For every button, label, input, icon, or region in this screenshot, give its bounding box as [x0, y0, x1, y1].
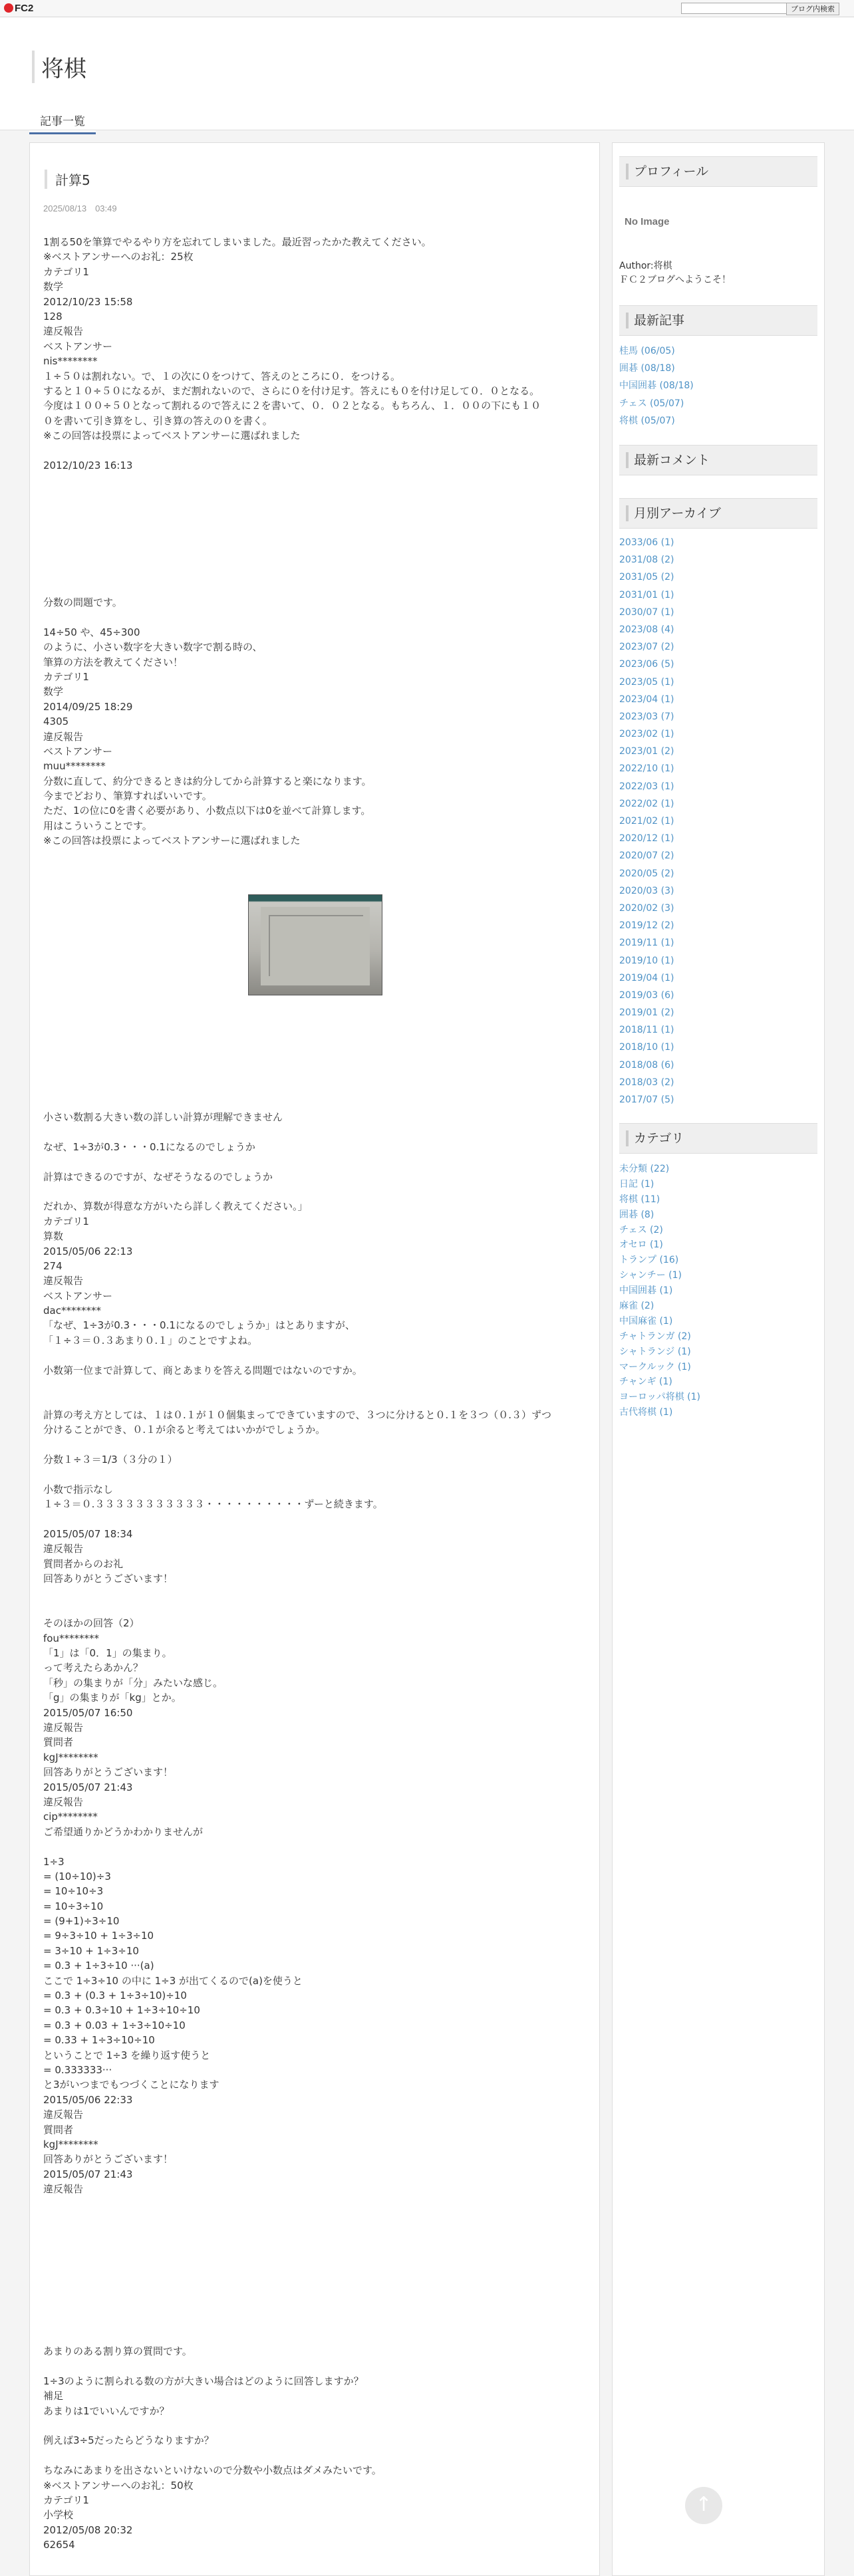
entry-line: = 0.3 + 0.3÷10 + 1÷3÷10÷10 — [43, 2004, 200, 2017]
archive-month-link[interactable]: 2023/07 (2) — [619, 642, 674, 653]
entry-line: 例えば3÷5だったらどうなりますか？ — [43, 2434, 214, 2447]
entry-line: ※ベストアンサーへのお礼：50枚 — [43, 2479, 194, 2492]
category-link[interactable]: 未分類 (22) — [619, 1164, 670, 1174]
entry-block — [43, 1110, 589, 2197]
entry-line — [43, 1392, 589, 1407]
entry-line: = 10÷10÷3 — [43, 1885, 104, 1898]
entry-line: カテゴリ1 — [43, 265, 89, 278]
scroll-to-top-button[interactable] — [685, 2487, 722, 2524]
recent-heading: 最新記事 — [619, 305, 817, 336]
entry-line: 違反報告 — [43, 1275, 84, 1287]
entry-line: = 9÷3÷10 + 1÷3÷10 — [43, 1930, 154, 1942]
archive-month-link[interactable]: 2023/02 (1) — [619, 729, 674, 740]
entry-line — [43, 1154, 589, 1169]
entry-line: 違反報告 — [43, 1795, 84, 1808]
entry-line: = 0.333333··· — [43, 2064, 112, 2076]
entry-line — [43, 2418, 589, 2433]
entry-line: 2014/09/25 18:29 — [43, 700, 133, 713]
archive-month-link[interactable]: 2023/06 (5) — [619, 659, 674, 670]
entry-line: = (9+1)÷3÷10 — [43, 1915, 120, 1928]
entry-line: そのほかの回答（2） — [43, 1617, 140, 1630]
category-link[interactable]: ヨーロッパ将棋 (1) — [619, 1392, 701, 1403]
blog-title[interactable]: 将棋 — [32, 51, 86, 83]
archive-month-link[interactable]: 2030/07 (1) — [619, 606, 674, 618]
entry-line: = 3÷10 + 1÷3÷10 — [43, 1944, 139, 1957]
archive-month-link[interactable]: 2023/05 (1) — [619, 676, 674, 688]
category-heading: カテゴリ — [619, 1123, 817, 1154]
entry-line — [43, 1839, 589, 1854]
entry-line: 「なぜ、1÷3が0.3・・・0.1になるのでしょうか」はとありますが、 — [43, 1319, 355, 1332]
archive-month-link[interactable]: 2020/05 (2) — [619, 868, 674, 879]
entry-line: cip******** — [43, 1811, 98, 1823]
entry-line: = 0.3 + 0.03 + 1÷3÷10÷10 — [43, 2019, 186, 2031]
category-list — [619, 1162, 819, 1420]
entry-line: 違反報告 — [43, 730, 84, 743]
entry-line — [43, 1601, 589, 1616]
entry-line: 小さい数割る大きい数の詳しい計算が理解できません — [43, 1111, 283, 1123]
entry-line: なぜ、1÷3が0.3・・・0.1になるのでしょうか — [43, 1140, 255, 1153]
entry-line: １÷５０は割れない。で、１の次に０をつけて、答えのところに０．をつける。 — [43, 370, 400, 382]
entry-line: 1÷3のように割られる数の方が大きい場合はどのように回答しますか？ — [43, 2375, 364, 2387]
entry-line: 274 — [43, 1259, 63, 1272]
blog-header — [0, 17, 854, 130]
entry-line — [43, 1378, 589, 1392]
archive-month-link[interactable]: 2022/02 (1) — [619, 798, 674, 809]
entry-line: ０を書いて引き算をし、引き算の答えの０を書く。 — [43, 414, 273, 427]
entry-line: 1÷3 — [43, 1855, 65, 1868]
category-link[interactable]: チャンギ (1) — [619, 1376, 672, 1388]
archive-month-link[interactable]: 2018/08 (6) — [619, 1059, 674, 1071]
entry-line: ※ベストアンサーへのお礼：25枚 — [43, 251, 194, 263]
entry-block — [43, 2344, 589, 2552]
entry-line: 2015/05/07 21:43 — [43, 2168, 133, 2180]
entry-line — [43, 1184, 589, 1199]
entry-block — [43, 235, 589, 473]
entry-line: って考えたらあかん？ — [43, 1662, 144, 1674]
fc2-logo-icon — [4, 3, 13, 13]
comments-heading: 最新コメント — [619, 445, 817, 475]
entry-line: ベストアンサー — [43, 1289, 112, 1302]
entry-line: 「秒」の集まりが「分」みたいな感じ。 — [43, 1676, 223, 1689]
entry-line: = 10÷3÷10 — [43, 1900, 104, 1912]
entry-line: ご希望通りかどうかわかりませんが — [43, 1825, 204, 1838]
blog-search-button[interactable]: ブログ内検索 — [786, 3, 839, 15]
entry-line: 128 — [43, 310, 63, 322]
category-link[interactable]: 中国囲碁 (1) — [619, 1285, 673, 1297]
archive-month-link[interactable]: 2022/10 (1) — [619, 763, 674, 775]
entry-block — [43, 595, 589, 848]
category-link[interactable]: トランプ (16) — [619, 1255, 679, 1266]
entry-line: １÷３＝０.３３３３３３３３３３３・・・・・・・・・・ずーと続きます。 — [43, 1498, 383, 1511]
entry-line: 2015/05/06 22:13 — [43, 1245, 133, 1257]
archive-month-link[interactable]: 2031/05 (2) — [619, 572, 674, 583]
category-link[interactable]: 囲碁 (8) — [619, 1209, 654, 1220]
archive-month-link[interactable]: 2023/03 (7) — [619, 711, 674, 722]
entry-line: 違反報告 — [43, 2183, 84, 2196]
entry-line — [43, 1438, 589, 1452]
recent-list — [619, 342, 819, 430]
entry-line — [43, 1512, 589, 1527]
entry-line: 用はこういうことです。 — [43, 819, 152, 832]
archive-list — [619, 534, 819, 1108]
recent-entry-link[interactable]: チェス (05/07) — [619, 398, 684, 409]
recent-entry-link[interactable]: 桂馬 (06/05) — [619, 346, 675, 356]
entry-line: ベストアンサー — [43, 745, 112, 757]
profile-author — [619, 259, 819, 287]
entry-line: 算数 — [43, 1230, 64, 1243]
entry-line: 違反報告 — [43, 1722, 84, 1734]
entry-line: 2012/05/08 20:32 — [43, 2523, 133, 2536]
archive-month-link[interactable]: 2018/03 (2) — [619, 1077, 674, 1088]
entry-line: 2015/05/07 21:43 — [43, 1781, 133, 1793]
category-link[interactable]: マークルック (1) — [619, 1361, 691, 1372]
entry-line: 14÷50 や、45÷300 — [43, 626, 140, 638]
entry-title[interactable]: 計算5 — [45, 170, 90, 189]
arrow-up-icon: ↑ — [695, 2493, 712, 2516]
entry-line: kgJ******** — [43, 2138, 98, 2150]
entry-line: ちなみにあまりを出さないといけないので分数や小数点はダメみたいです。 — [43, 2464, 382, 2477]
profile-no-image: No Image — [625, 216, 670, 227]
entry-line: あまりは1でいいんですか？ — [43, 2404, 170, 2417]
entry-line: = 0.3 + 1÷3÷10 ···(a) — [43, 1960, 154, 1972]
entry-line: 1割る50を筆算でやるやり方を忘れてしまいました。最近習ったかた教えてください。 — [43, 236, 432, 248]
category-link[interactable]: チャトランガ (2) — [619, 1331, 691, 1342]
entry-line: ※この回答は投票によってベストアンサーに選ばれました — [43, 835, 301, 847]
category-link[interactable]: シャンチー (1) — [619, 1270, 682, 1281]
archive-month-link[interactable]: 2019/11 (1) — [619, 938, 674, 949]
entry-line: 4305 — [43, 715, 69, 728]
author-name: Author:将棋 — [619, 261, 672, 271]
entry-line: 違反報告 — [43, 325, 84, 338]
archive-month-link[interactable]: 2019/12 (2) — [619, 920, 674, 932]
category-link[interactable]: 中国麻雀 (1) — [619, 1315, 673, 1327]
archive-month-link[interactable]: 2022/03 (1) — [619, 781, 674, 792]
category-link[interactable]: 古代将棋 (1) — [619, 1407, 673, 1418]
blog-search-input[interactable] — [681, 3, 787, 14]
entry-date: 2025/08/13 03:49 — [43, 203, 117, 213]
entry-line — [43, 1467, 589, 1481]
entry-line: 今度は１００÷５０となって割れるので答えに２を書いて、０．０２となる。もちろん、１．００の下にも１０ — [43, 400, 541, 412]
category-link[interactable]: 日記 (1) — [619, 1178, 654, 1190]
archive-month-link[interactable]: 2023/04 (1) — [619, 694, 674, 705]
entry-line: 質問者 — [43, 1736, 74, 1749]
entry-line: 回答ありがとうございます！ — [43, 2153, 174, 2166]
archive-month-link[interactable]: 2018/11 (1) — [619, 1025, 674, 1036]
entry-line: すると１０÷５０になるが、まだ割れないので、さらに０を付け足す。答えにも０を付け足して０．０となる。 — [43, 384, 540, 397]
archive-month-link[interactable]: 2023/01 (2) — [619, 746, 674, 757]
archive-month-link[interactable]: 2018/10 (1) — [619, 1042, 674, 1053]
entry-line: 今までどおり、筆算すればいいです。 — [43, 790, 212, 803]
entry-line: ということで 1÷3 を繰り返す使うと — [43, 2049, 211, 2061]
photo-long-division — [269, 915, 363, 976]
entry-line: 「g」の集まりが「kg」とか。 — [43, 1692, 182, 1704]
entry-line: と3がいつまでもつづくことになります — [43, 2079, 219, 2091]
archive-month-link[interactable]: 2020/03 (3) — [619, 885, 674, 896]
entry-line: 2012/10/23 15:58 — [43, 295, 133, 308]
recent-entry-link[interactable]: 将棋 (05/07) — [619, 415, 675, 426]
entry-line: 計算はできるのですが、なぜそうなるのでしょうか — [43, 1170, 273, 1183]
entry-line: カテゴリ1 — [43, 1215, 89, 1227]
entry-line: 分数１÷３＝1/3（３分の１） — [43, 1453, 178, 1466]
entry-line — [43, 443, 589, 457]
entry-line: 違反報告 — [43, 2109, 84, 2121]
entry-line — [43, 1348, 589, 1362]
archive-month-link[interactable]: 2020/12 (1) — [619, 833, 674, 844]
entry-line: カテゴリ1 — [43, 2494, 89, 2506]
archive-month-link[interactable]: 2019/10 (1) — [619, 955, 674, 966]
entry-line: = (10÷10)÷3 — [43, 1870, 111, 1882]
entry-line: 分けることができ、０.１が余ると考えてはいかがでしょうか。 — [43, 1424, 326, 1436]
archive-month-link[interactable]: 2019/01 (2) — [619, 1007, 674, 1019]
entry-line: 筆算の方法を教えてください！ — [43, 656, 184, 668]
entry-line: = 0.33 + 1÷3÷10÷10 — [43, 2034, 155, 2047]
entry-line: 2015/05/07 18:34 — [43, 1527, 133, 1540]
entry-line: 小学校 — [43, 2509, 74, 2521]
entry-line: = 0.3 + (0.3 + 1÷3÷10)÷10 — [43, 1990, 187, 2002]
entry-line — [43, 610, 589, 624]
profile-heading: プロフィール — [619, 156, 817, 187]
entry-line: 回答ありがとうございます！ — [43, 1766, 174, 1779]
entry-line: fou******** — [43, 1632, 99, 1644]
entry-line: 2015/05/06 22:33 — [43, 2093, 133, 2106]
entry-line: ベストアンサー — [43, 340, 112, 352]
entry-line: あまりのある割り算の質問です。 — [43, 2345, 192, 2357]
entry-line: 「1」は「0．1」の集まり。 — [43, 1647, 172, 1660]
entry-line: nis******** — [43, 355, 98, 368]
entry-line: 計算の考え方としては、１は０.１が１０個集まってできていますので、３つに分けると０.１を３つ（０.３）ずつ — [43, 1408, 552, 1421]
entry-line: muu******** — [43, 760, 106, 773]
archive-month-link[interactable]: 2019/04 (1) — [619, 972, 674, 983]
author-welcome: ＦＣ２ブログへようこそ！ — [619, 275, 731, 285]
archive-heading: 月別アーカイブ — [619, 498, 817, 529]
fc2-logo[interactable]: FC2 — [4, 3, 33, 14]
entry-line — [43, 1587, 589, 1601]
archive-month-link[interactable]: 2031/08 (2) — [619, 555, 674, 566]
entry-line: 違反報告 — [43, 1543, 84, 1555]
category-link[interactable]: シャトランジ (1) — [619, 1346, 691, 1357]
entry-line: のように、小さい数字を大きい数字で割る時の、 — [43, 641, 263, 654]
category-link[interactable]: 麻雀 (2) — [619, 1301, 654, 1312]
entry-line: 数学 — [43, 281, 64, 293]
entry-line: 補足 — [43, 2390, 64, 2402]
handwritten-calculation-photo — [248, 894, 382, 995]
entry-line: ※この回答は投票によってベストアンサーに選ばれました — [43, 430, 301, 442]
archive-month-link[interactable]: 2020/07 (2) — [619, 850, 674, 862]
entry-line: 小数第一位まで計算して、商とあまりを答える問題ではないのですか。 — [43, 1364, 362, 1376]
nav-article-list[interactable]: 記事一覧 — [29, 108, 96, 134]
entry-line — [43, 2448, 589, 2463]
recent-entry-link[interactable]: 囲碁 (08/18) — [619, 363, 675, 374]
entry-line: ここで 1÷3÷10 の中に 1÷3 が出てくるので(a)を使うと — [43, 1974, 303, 1987]
archive-month-link[interactable]: 2019/03 (6) — [619, 989, 674, 1001]
archive-month-link[interactable]: 2031/01 (1) — [619, 589, 674, 600]
entry-line: 数学 — [43, 686, 64, 698]
entry-line: 「１÷３＝０.３あまり０.１」のことですよね。 — [43, 1334, 258, 1347]
entry-line — [43, 1124, 589, 1139]
entry-line: 62654 — [43, 2539, 75, 2551]
category-link[interactable]: 将棋 (11) — [619, 1194, 660, 1205]
archive-month-link[interactable]: 2021/02 (1) — [619, 816, 674, 827]
category-link[interactable]: オセロ (1) — [619, 1239, 663, 1251]
fc2-toolbar — [0, 0, 854, 17]
category-link[interactable]: チェス (2) — [619, 1224, 663, 1235]
entry-line: 分数の問題です。 — [43, 596, 122, 608]
entry-line: kgJ******** — [43, 1751, 98, 1763]
entry-line: 小数で指示なし — [43, 1483, 114, 1495]
entry-line: 2015/05/07 16:50 — [43, 1706, 133, 1719]
entry-line: dac******** — [43, 1305, 101, 1317]
entry-line: 質問者 — [43, 2123, 74, 2136]
archive-month-link[interactable]: 2023/08 (4) — [619, 624, 674, 635]
entry-line — [43, 2359, 589, 2373]
archive-month-link[interactable]: 2033/06 (1) — [619, 537, 674, 548]
entry-line: 2012/10/23 16:13 — [43, 459, 133, 471]
entry-line: 質問者からのお礼 — [43, 1557, 124, 1570]
archive-month-link[interactable]: 2017/07 (5) — [619, 1095, 674, 1105]
entry-line: だれか、算数が得意な方がいたら詳しく教えてください。」 — [43, 1200, 308, 1213]
entry-line: 分数に直して、約分できるときは約分してから計算すると楽になります。 — [43, 775, 372, 787]
entry-line: 回答ありがとうございます！ — [43, 1573, 174, 1585]
entry-line: ただ、1の位に0を書く必要があり、小数点以下は0を並べて計算します。 — [43, 805, 371, 817]
sidebar — [612, 142, 825, 2576]
recent-entry-link[interactable]: 中国囲碁 (08/18) — [619, 380, 694, 392]
main-content — [29, 142, 600, 2576]
archive-month-link[interactable]: 2020/02 (3) — [619, 902, 674, 914]
entry-line: カテゴリ1 — [43, 670, 89, 683]
